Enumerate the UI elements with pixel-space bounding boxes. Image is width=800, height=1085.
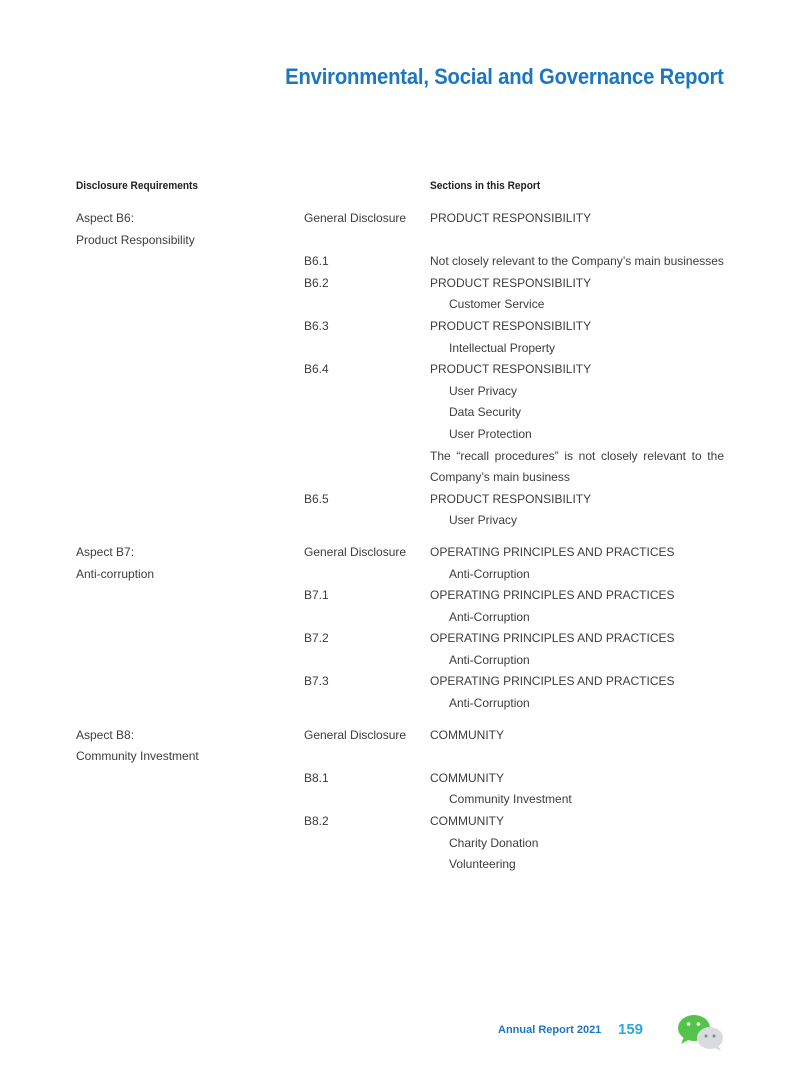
table-row bbox=[0, 768, 800, 790]
disclosure-code: General Disclosure bbox=[304, 727, 407, 742]
report-section: OPERATING PRINCIPLES AND PRACTICES bbox=[430, 544, 675, 559]
report-subsection: Anti-Corruption bbox=[449, 609, 530, 624]
table-row bbox=[0, 564, 800, 586]
report-section: COMMUNITY bbox=[430, 727, 504, 742]
disclosure-code: B6.5 bbox=[304, 491, 329, 506]
table-row bbox=[0, 316, 800, 338]
disclosure-code: B6.1 bbox=[304, 254, 329, 269]
report-subsection: Anti-Corruption bbox=[449, 696, 530, 711]
report-subsection: Data Security bbox=[449, 405, 522, 420]
disclosure-code: B7.1 bbox=[304, 588, 329, 603]
table-row bbox=[0, 230, 800, 252]
disclosure-code: B7.2 bbox=[304, 631, 329, 646]
disclosure-code: B8.2 bbox=[304, 814, 329, 829]
aspect-label: Aspect B6: bbox=[76, 211, 135, 225]
disclosure-code: B6.2 bbox=[304, 275, 329, 290]
report-subsection: Anti-Corruption bbox=[449, 566, 530, 581]
report-subsection: Anti-Corruption bbox=[449, 652, 530, 667]
table-row bbox=[0, 294, 800, 316]
aspect-group bbox=[0, 542, 800, 715]
table-row bbox=[0, 607, 800, 629]
table-row bbox=[0, 542, 800, 564]
report-subsection: Customer Service bbox=[449, 297, 545, 312]
column-header-disclosure: Disclosure Requirements bbox=[76, 180, 199, 192]
report-section: OPERATING PRINCIPLES AND PRACTICES bbox=[430, 674, 675, 689]
table-row bbox=[0, 746, 800, 768]
footer-report-label: Annual Report 2021 bbox=[498, 1024, 602, 1036]
table-row bbox=[0, 650, 800, 672]
column-header-sections: Sections in this Report bbox=[430, 180, 541, 192]
table-row bbox=[0, 402, 800, 424]
table-row bbox=[0, 811, 800, 833]
report-section: Not closely relevant to the Company’s main businesses bbox=[430, 254, 724, 269]
report-section: PRODUCT RESPONSIBILITY bbox=[430, 318, 592, 333]
report-subsection: User Protection bbox=[449, 426, 532, 441]
table-row bbox=[0, 359, 800, 381]
disclosure-code: General Disclosure bbox=[304, 211, 407, 225]
aspect-label: Anti-corruption bbox=[76, 566, 155, 581]
table-row bbox=[0, 833, 800, 855]
table-row bbox=[0, 489, 800, 511]
table-row bbox=[0, 510, 800, 532]
aspect-group bbox=[0, 725, 800, 876]
table-row bbox=[0, 273, 800, 295]
report-subsection: Intellectual Property bbox=[449, 340, 556, 355]
report-section: The “recall procedures” is not closely relevant to the bbox=[430, 448, 724, 463]
table-row bbox=[0, 208, 800, 230]
table-row bbox=[0, 251, 800, 273]
logo-bubble-back bbox=[697, 1027, 723, 1051]
table-row bbox=[0, 381, 800, 403]
report-subsection: User Privacy bbox=[449, 383, 518, 398]
table-row bbox=[0, 725, 800, 747]
report-section: OPERATING PRINCIPLES AND PRACTICES bbox=[430, 631, 675, 646]
report-subsection: Charity Donation bbox=[449, 835, 539, 850]
table-row bbox=[0, 628, 800, 650]
table-row bbox=[0, 854, 800, 876]
report-subsection: Community Investment bbox=[449, 792, 572, 807]
aspect-label: Community Investment bbox=[76, 749, 199, 764]
table-row bbox=[0, 467, 800, 489]
report-section: COMMUNITY bbox=[430, 814, 504, 829]
disclosure-table bbox=[0, 208, 800, 886]
report-section: PRODUCT RESPONSIBILITY bbox=[430, 275, 592, 290]
table-row bbox=[0, 446, 800, 468]
report-section: Company’s main business bbox=[430, 470, 570, 485]
table-row bbox=[0, 693, 800, 715]
aspect-label: Product Responsibility bbox=[76, 232, 195, 247]
report-subsection: User Privacy bbox=[449, 513, 518, 528]
wechat-logo-icon bbox=[676, 1012, 726, 1052]
disclosure-code: General Disclosure bbox=[304, 544, 407, 559]
report-title: Environmental, Social and Governance Report bbox=[285, 64, 724, 89]
aspect-label: Aspect B8: bbox=[76, 727, 135, 742]
report-section: PRODUCT RESPONSIBILITY bbox=[430, 362, 592, 377]
table-row bbox=[0, 671, 800, 693]
disclosure-code: B6.3 bbox=[304, 318, 329, 333]
report-section: OPERATING PRINCIPLES AND PRACTICES bbox=[430, 588, 675, 603]
report-section: PRODUCT RESPONSIBILITY bbox=[430, 211, 592, 225]
aspect-label: Aspect B7: bbox=[76, 544, 135, 559]
page-number: 159 bbox=[618, 1021, 644, 1038]
disclosure-code: B7.3 bbox=[304, 674, 329, 689]
report-section: COMMUNITY bbox=[430, 770, 504, 785]
report-subsection: Volunteering bbox=[449, 857, 516, 872]
table-row bbox=[0, 789, 800, 811]
table-row bbox=[0, 338, 800, 360]
report-section: PRODUCT RESPONSIBILITY bbox=[430, 491, 592, 506]
table-row bbox=[0, 585, 800, 607]
aspect-group bbox=[0, 208, 800, 532]
disclosure-code: B6.4 bbox=[304, 362, 329, 377]
table-row bbox=[0, 424, 800, 446]
disclosure-code: B8.1 bbox=[304, 770, 329, 785]
table-header bbox=[0, 180, 800, 196]
